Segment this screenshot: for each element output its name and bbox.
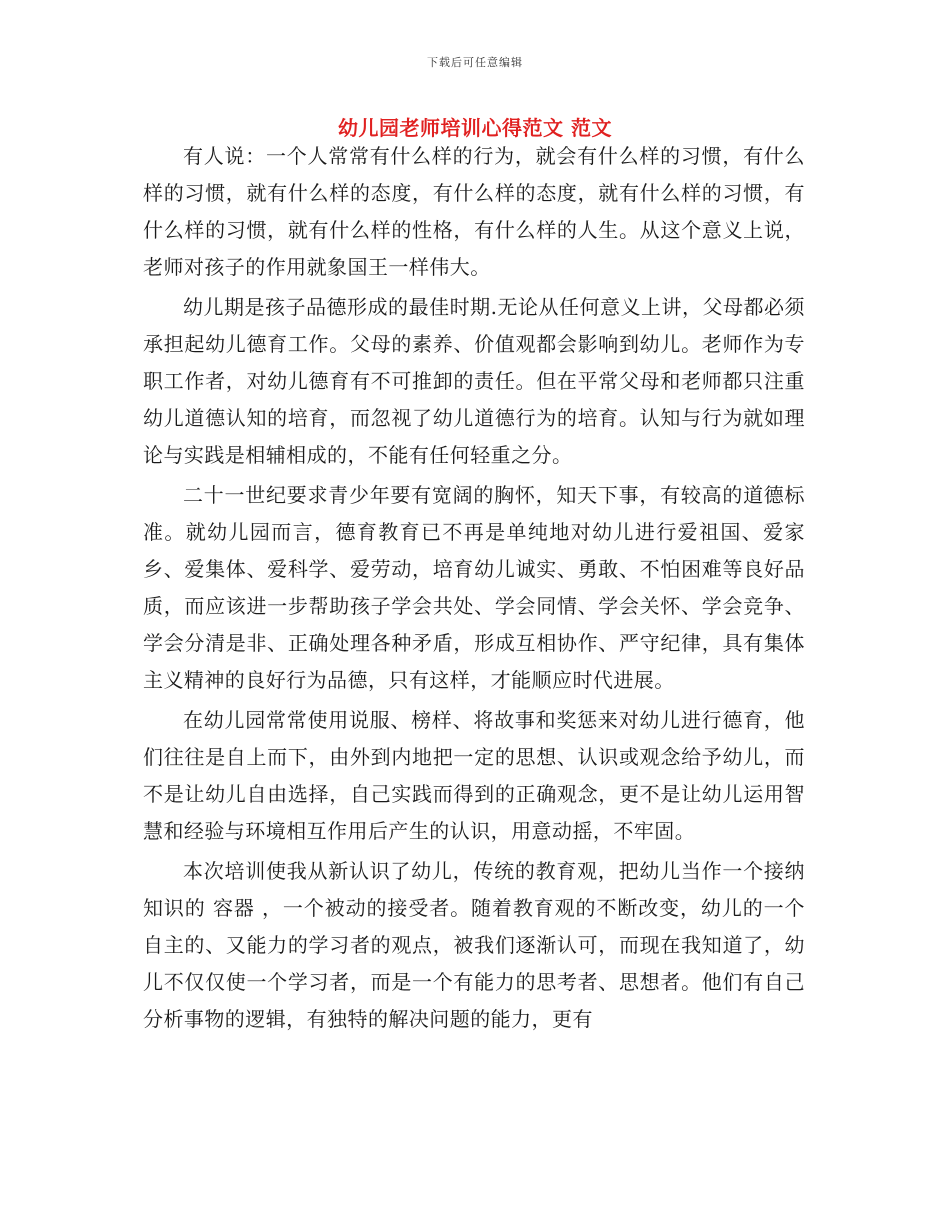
paragraph: 在幼儿园常常使用说服、榜样、将故事和奖惩来对幼儿进行德育，他们往往是自上而下，由外到内地把一定的思想、认识或观念给予幼儿，而不是让幼儿自由选择，自己实践而得到的正确观念，更不是让幼儿运用智慧和经验与环境相互作用后产生的认识，用意动摇，不牢固。 [143, 708, 805, 843]
paragraph: 幼儿期是孩子品德形成的最佳时期.无论从任何意义上讲，父母都必须承担起幼儿德育工作。父母的素养、价值观都会影响到幼儿。老师作为专职工作者，对幼儿德育有不可推卸的责任。但在平常父母和老师都只注重幼儿道德认知的培育，而忽视了幼儿道德行为的培育。认知与行为就如理论与实践是相辅相成的，不能有任何轻重之分。 [143, 295, 805, 467]
paragraph: 有人说：一个人常常有什么样的行为，就会有什么样的习惯，有什么样的习惯，就有什么样的态度，有什么样的态度，就有什么样的习惯，有什么样的习惯，就有什么样的性格，有什么样的人生。从这个意义上说，老师对孩子的作用就象国王一样伟大。 [143, 144, 805, 279]
header-note: 下载后可任意编辑 [427, 56, 523, 69]
paragraph: 本次培训使我从新认识了幼儿，传统的教育观，把幼儿当作一个接纳知识的 容器 ，一个被动的接受者。随着教育观的不断改变，幼儿的一个自主的、又能力的学习者的观点，被我们逐渐认可，而现在我知道了，幼儿不仅仅使一个学习者，而是一个有能力的思考者、思想者。他们有自己分析事物的逻辑，有独特的解决问题的能力，更有 [143, 859, 805, 1031]
document-body [143, 138, 805, 1041]
document-title: 幼儿园老师培训心得范文 范文 [338, 116, 612, 140]
paragraph: 二十一世纪要求青少年要有宽阔的胸怀，知天下事，有较高的道德标准。就幼儿园而言，德育教育已不再是单纯地对幼儿进行爱祖国、爱家乡、爱集体、爱科学、爱劳动，培育幼儿诚实、勇敢、不怕困难等良好品质，而应该进一步帮助孩子学会共处、学会同情、学会关怀、学会竞争、学会分清是非、正确处理各种矛盾，形成互相协作、严守纪律，具有集体主义精神的良好行为品德，只有这样，才能顺应时代进展。 [143, 483, 805, 692]
